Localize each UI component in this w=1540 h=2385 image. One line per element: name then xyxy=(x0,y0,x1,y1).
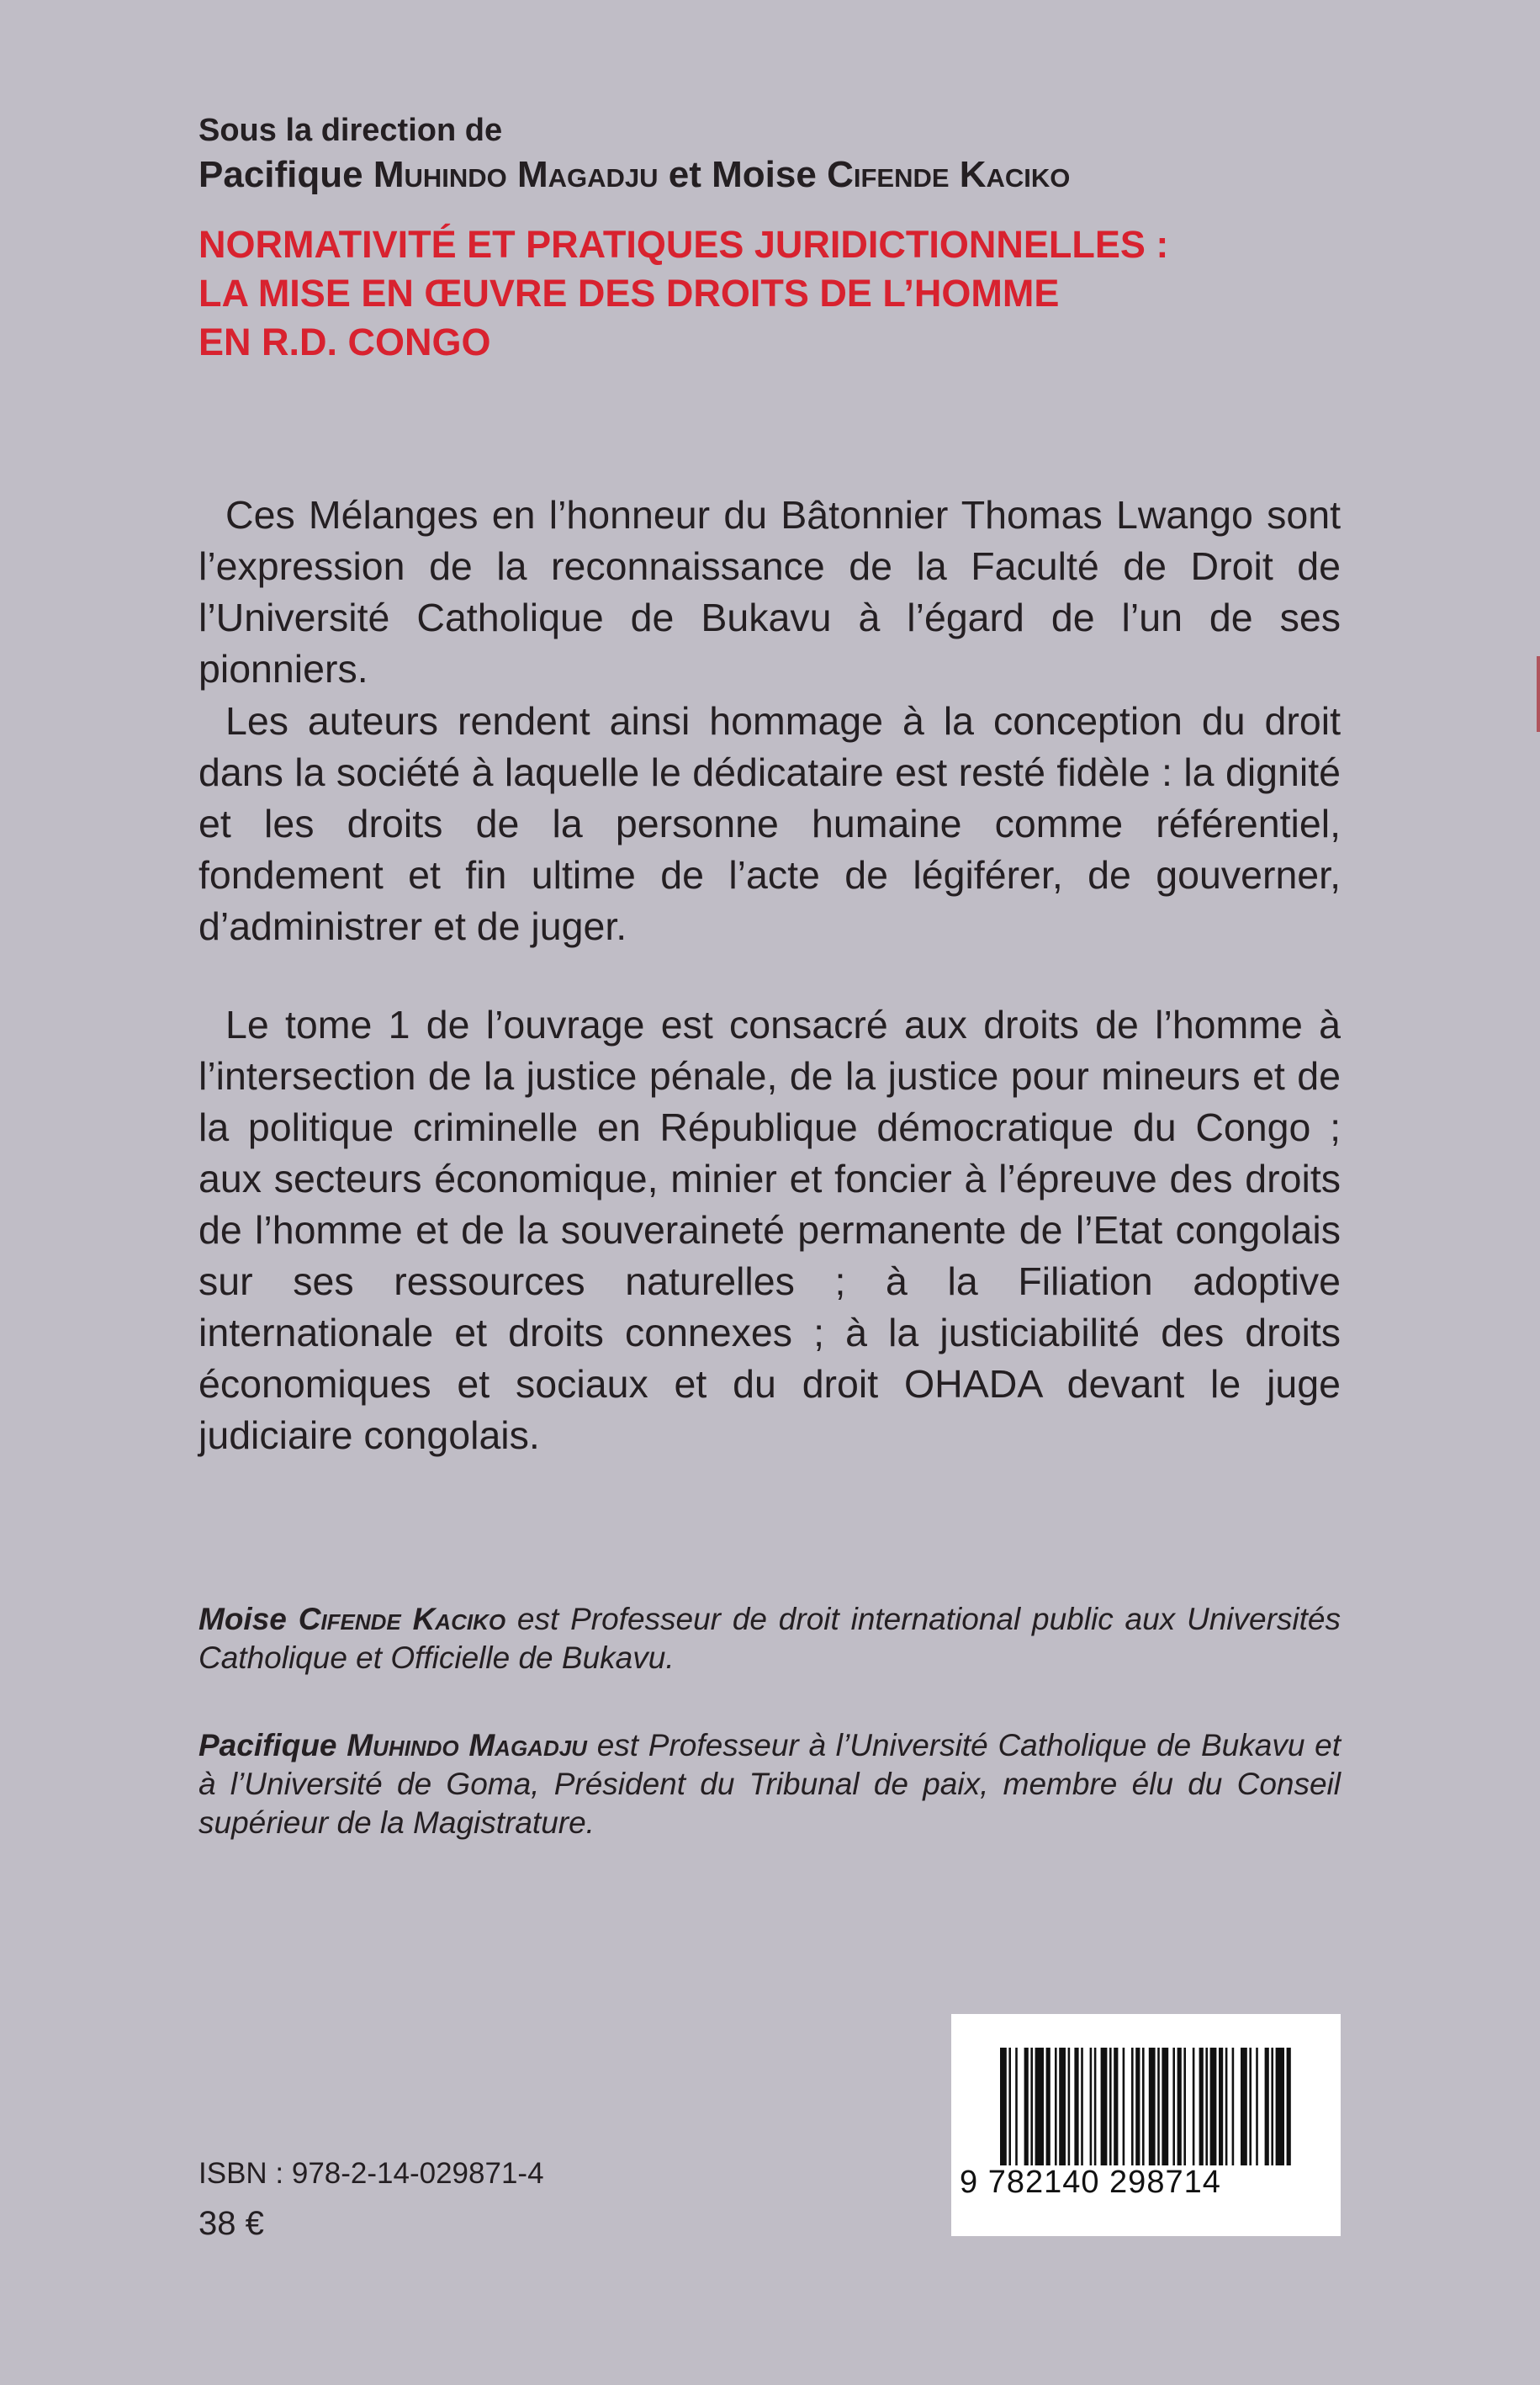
editor-connector: et xyxy=(658,154,712,195)
barcode-bar xyxy=(1183,2048,1186,2165)
barcode-bar xyxy=(1131,2048,1134,2165)
barcode-bar xyxy=(1162,2048,1168,2165)
bio1-author-name xyxy=(198,1602,505,1636)
barcode-bar xyxy=(1205,2048,1208,2165)
barcode-bar xyxy=(1172,2048,1175,2165)
barcode-bar xyxy=(1008,2048,1011,2165)
barcode-bars xyxy=(1000,2048,1291,2165)
edge-mark xyxy=(1537,656,1540,732)
barcode-bar xyxy=(1193,2048,1195,2165)
barcode-bar xyxy=(1256,2048,1258,2165)
barcode-bar xyxy=(1123,2048,1125,2165)
editor2-last-name: Cifende Kaciko xyxy=(827,154,1071,195)
blurb-paragraph-3: Le tome 1 de l’ouvrage est consacré aux droits de l’homme à l’intersection de la justice pénale, de la justice pour mineurs et de la politique criminelle en République démocratique du Congo ; aux secteurs économique, minier et foncier à l’épreuve des droits de l’homme et de la souveraineté permanente de l’Etat congolais sur ses ressources naturelles ; à la Filiation adoptive internationale et droits connexes ; à la justiciabilité des droits économiques et sociaux et du droit OHADA devant le juge judiciaire congolais. xyxy=(198,1003,1341,1457)
barcode-bar xyxy=(1090,2048,1093,2165)
barcode-bar xyxy=(1142,2048,1145,2165)
barcode-bar xyxy=(1232,2048,1235,2165)
barcode-bar xyxy=(1271,2048,1273,2165)
barcode-bar xyxy=(1015,2048,1018,2165)
editor2-first-name: Moise xyxy=(712,154,828,195)
title-line-2: LA MISE EN ŒUVRE DES DROITS DE L’HOMME xyxy=(198,272,1060,315)
bio1-text: est Professeur de droit international public aux Universités Catholique et Officielle de Bukavu. xyxy=(198,1602,1341,1675)
bio1-first-name: Moise xyxy=(198,1602,299,1636)
barcode-bar xyxy=(1177,2048,1182,2165)
bio2-author-name xyxy=(198,1728,587,1762)
isbn: ISBN : 978-2-14-029871-4 xyxy=(198,2157,544,2190)
barcode-bar xyxy=(1068,2048,1071,2165)
barcode-bar xyxy=(1000,2048,1007,2165)
barcode-bar xyxy=(1135,2048,1140,2165)
barcode-bar xyxy=(1035,2048,1044,2165)
author-bio-2 xyxy=(198,1726,1341,1842)
title-line-1: NORMATIVITÉ ET PRATIQUES JURIDICTIONNELLES : xyxy=(198,223,1169,266)
barcode-bar xyxy=(1059,2048,1066,2165)
barcode-bar xyxy=(1046,2048,1050,2165)
title-line-3: EN R.D. CONGO xyxy=(198,321,491,363)
editor1-last-name: Muhindo Magadju xyxy=(373,154,659,195)
barcode-bar xyxy=(1114,2048,1118,2165)
barcode-bar xyxy=(1219,2048,1223,2165)
barcode-bar xyxy=(1081,2048,1083,2165)
price: 38 € xyxy=(198,2205,264,2242)
editor1-first-name: Pacifique xyxy=(198,154,373,195)
bio2-first-name: Pacifique xyxy=(198,1728,347,1762)
editors-line xyxy=(198,153,1341,197)
barcode-bar xyxy=(1210,2048,1217,2165)
barcode-bar xyxy=(1276,2048,1284,2165)
direction-label: Sous la direction de xyxy=(198,113,503,148)
bio1-last-name: Cifende Kaciko xyxy=(298,1602,506,1636)
book-title xyxy=(198,220,1341,367)
barcode-bar xyxy=(1249,2048,1252,2165)
bio2-last-name: Muhindo Magadju xyxy=(347,1728,587,1762)
barcode-bar xyxy=(1287,2048,1291,2165)
barcode-bar xyxy=(1101,2048,1108,2165)
barcode-bar xyxy=(1265,2048,1269,2165)
barcode-bar xyxy=(1199,2048,1204,2165)
barcode xyxy=(951,2014,1341,2236)
barcode-bar xyxy=(1241,2048,1247,2165)
barcode-digits: 9 782140 298714 xyxy=(960,2165,1221,2200)
blurb-paragraph-2: Les auteurs rendent ainsi hommage à la conception du droit dans la société à laquelle le dédicataire est resté fidèle : la dignité et les droits de la personne humaine comme référentiel, fondement et fin ultime de l’acte de légiférer, de gouverner, d’administrer et de juger. xyxy=(198,699,1341,948)
barcode-bar xyxy=(1094,2048,1097,2165)
barcode-bar xyxy=(1157,2048,1160,2165)
barcode-bar xyxy=(1074,2048,1078,2165)
barcode-bar xyxy=(1024,2048,1029,2165)
author-bio-1 xyxy=(198,1600,1341,1677)
barcode-bar xyxy=(1109,2048,1112,2165)
barcode-bar xyxy=(1225,2048,1228,2165)
bio2-text: est Professeur à l’Université Catholique de Bukavu et à l’Université de Goma, Président du Tribunal de paix, membre élu du Conseil supérieur de la Magistrature. xyxy=(198,1728,1341,1840)
barcode-bar xyxy=(1149,2048,1156,2165)
barcode-bar xyxy=(1055,2048,1057,2165)
blurb-paragraph-1: Ces Mélanges en l’honneur du Bâtonnier Thomas Lwango sont l’expression de la reconnaissance de la Faculté de Droit de l’Université Catholique de Bukavu à l’égard de l’un de ses pionniers. xyxy=(198,493,1341,691)
barcode-bar xyxy=(1030,2048,1033,2165)
